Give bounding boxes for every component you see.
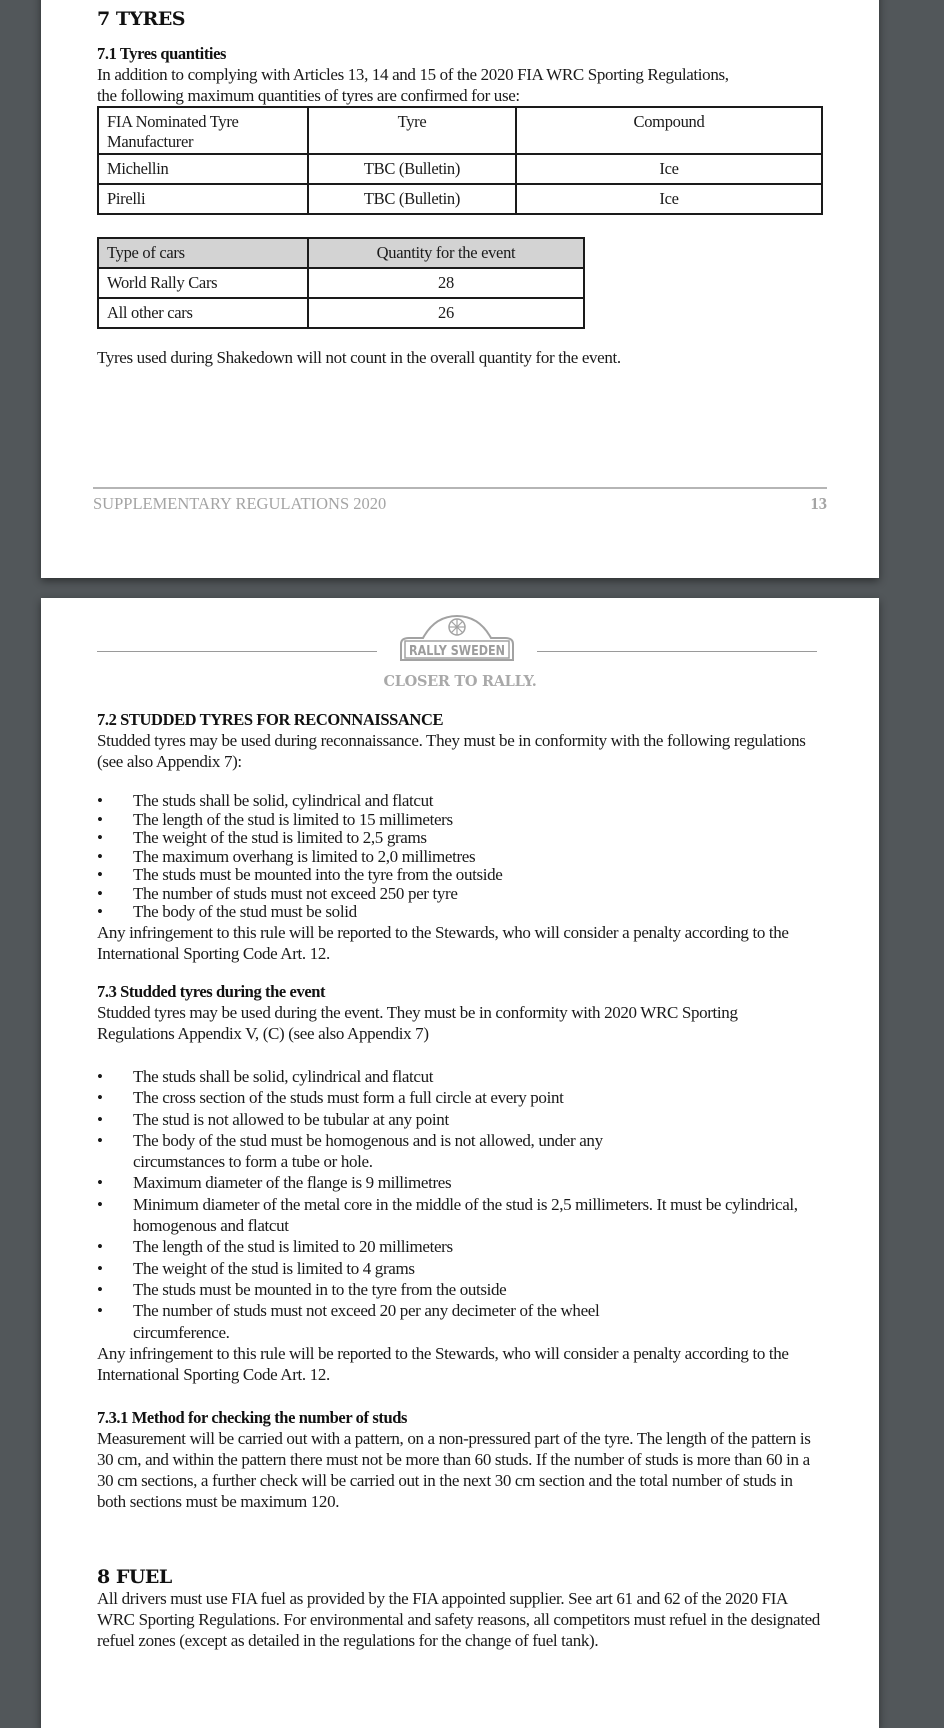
bullet-icon: • xyxy=(97,809,103,829)
section-8-fuel xyxy=(97,1566,820,1651)
column-header: Type of cars xyxy=(98,238,308,268)
header-divider-left xyxy=(97,651,377,652)
list-item: • The studs must be mounted into the tyre from the outside xyxy=(97,865,503,884)
section-heading: 7 TYRES xyxy=(97,8,186,30)
list-item: • The maximum overhang is limited to 2,0 millimetres xyxy=(97,846,476,866)
tagline: CLOSER TO RALLY. xyxy=(383,673,537,690)
bullet-icon: • xyxy=(97,1301,103,1321)
bullet-icon: • xyxy=(97,846,103,866)
bullet-icon: • xyxy=(97,1258,103,1278)
table-cell: Ice xyxy=(516,154,822,184)
column-header: Quantity for the event xyxy=(308,238,584,268)
section-closing: Any infringement to this rule will be reported to the Stewards, who will consider a penalty according to the International Sporting Code Art. 12. xyxy=(97,1343,789,1384)
bullet-icon: • xyxy=(97,828,103,847)
section-body: All drivers must use FIA fuel as provided by the FIA appointed supplier. See art 61 and 62 of the 2020 FIA WRC Sporting Regulations. For environmental and safety reasons, all competitors must refuel in the designated refuel zones (except as detailed in the regulations for the change of fuel tank). xyxy=(97,1589,820,1650)
section-heading: 8 FUEL xyxy=(97,1566,172,1588)
table-row xyxy=(98,184,822,214)
bullet-icon: • xyxy=(97,865,103,884)
table-cell: 28 xyxy=(308,268,584,298)
bullet-icon: • xyxy=(97,1173,103,1193)
footer-divider xyxy=(93,487,827,489)
table-cell: Ice xyxy=(516,184,822,214)
list-item: • The studs must be mounted in to the tyre from the outside xyxy=(97,1279,507,1299)
bullet-icon: • xyxy=(97,1279,103,1299)
table-cell: All other cars xyxy=(98,298,308,328)
table-cell: TBC (Bulletin) xyxy=(308,184,516,214)
table-row xyxy=(98,154,822,184)
list-item: • The body of the stud must be homogenous and is not allowed, under any circumstances to form a tube or hole. xyxy=(97,1130,603,1172)
table-cell: 26 xyxy=(308,298,584,328)
section-7-3 xyxy=(97,982,817,1385)
section-7-2 xyxy=(97,710,817,964)
table-cell: TBC (Bulletin) xyxy=(308,154,516,184)
intro-paragraph: In addition to complying with Articles 13, 14 and 15 of the 2020 FIA WRC Sporting Regulations, the following maximum quantities of tyres are confirmed for use: xyxy=(97,65,729,105)
snowflake-wheel-icon xyxy=(449,619,465,635)
table-cell: World Rally Cars xyxy=(98,268,308,298)
bullet-icon: • xyxy=(97,883,103,903)
list-item: • The number of studs must not exceed 250 per tyre xyxy=(97,883,458,903)
rally-sweden-logo xyxy=(397,612,517,664)
logo-text: RALLY SWEDEN xyxy=(409,644,505,659)
subsection-heading: 7.3 Studded tyres during the event xyxy=(97,982,326,1001)
bullet-icon: • xyxy=(97,1130,103,1150)
header-divider-right xyxy=(537,651,817,652)
subsection-heading: 7.3.1 Method for checking the number of studs xyxy=(97,1408,408,1427)
list-item: • The body of the stud must be solid xyxy=(97,902,357,921)
bullet-icon: • xyxy=(97,1194,103,1214)
list-item: • The length of the stud is limited to 15 millimeters xyxy=(97,809,453,829)
list-item: • The weight of the stud is limited to 2,5 grams xyxy=(97,828,427,847)
column-header: Tyre xyxy=(308,107,516,154)
section-closing: Any infringement to this rule will be reported to the Stewards, who will consider a penalty according to the International Sporting Code Art. 12. xyxy=(97,922,789,963)
bullet-icon: • xyxy=(97,902,103,921)
tyres-table xyxy=(97,106,823,215)
table-cell: Pirelli xyxy=(98,184,308,214)
bullet-icon: • xyxy=(97,1237,103,1257)
list-item: • The studs shall be solid, cylindrical and flatcut xyxy=(97,1067,434,1086)
document-page-14 xyxy=(41,598,879,1728)
section-7-tyres xyxy=(97,8,817,368)
shakedown-note: Tyres used during Shakedown will not count in the overall quantity for the event. xyxy=(97,348,621,367)
table-row xyxy=(98,268,584,298)
section-intro: Studded tyres may be used during reconnaissance. They must be in conformity with the following regulations (see also Appendix 7): xyxy=(97,731,806,771)
cars-quantity-table xyxy=(97,237,585,329)
page-number: 13 xyxy=(810,494,827,513)
list-item: • The weight of the stud is limited to 4 grams xyxy=(97,1258,415,1278)
table-header-row xyxy=(98,107,822,154)
section-intro: Studded tyres may be used during the event. They must be in conformity with 2020 WRC Sporting Regulations Appendix V, (C) (see also Appendix 7) xyxy=(97,1003,738,1043)
list-item: • Minimum diameter of the metal core in the middle of the stud is 2,5 millimeters. It must be cylindrical, homogenous and flatcut xyxy=(97,1194,798,1236)
list-item: • The length of the stud is limited to 20 millimeters xyxy=(97,1237,453,1257)
bullet-icon: • xyxy=(97,1109,103,1129)
bullet-icon: • xyxy=(97,1088,103,1108)
table-row xyxy=(98,298,584,328)
document-page-13 xyxy=(41,0,879,578)
subsection-heading: 7.2 STUDDED TYRES FOR RECONNAISSANCE xyxy=(97,710,444,729)
subsection-heading: 7.1 Tyres quantities xyxy=(97,44,227,63)
table-cell: Michellin xyxy=(98,154,308,184)
bullet-icon: • xyxy=(97,1067,103,1086)
list-item: • The stud is not allowed to be tubular at any point xyxy=(97,1109,449,1129)
list-item: • The cross section of the studs must form a full circle at every point xyxy=(97,1088,564,1108)
list-item: • The number of studs must not exceed 20 per any decimeter of the wheel circumference. xyxy=(97,1301,600,1342)
footer-title: SUPPLEMENTARY REGULATIONS 2020 xyxy=(93,494,387,513)
bullet-list xyxy=(97,792,817,922)
list-item: • Maximum diameter of the flange is 9 millimetres xyxy=(97,1173,452,1193)
list-item: • The studs shall be solid, cylindrical and flatcut xyxy=(97,791,434,810)
section-7-3-1 xyxy=(97,1408,817,1512)
section-body: Measurement will be carried out with a pattern, on a non-pressured part of the tyre. The length of the pattern is 30 cm, and within the pattern there must not be more than 60 studs. If the number of studs is more than 60 in a 30 cm sections, a further check will be carried out in the next 30 cm section and the total number of studs in both sections must be maximum 120. xyxy=(97,1429,811,1511)
column-header: Compound xyxy=(516,107,822,154)
column-header: FIA Nominated Tyre Manufacturer xyxy=(98,107,308,154)
bullet-icon: • xyxy=(97,791,103,810)
bullet-list xyxy=(97,1066,797,1343)
table-header-row xyxy=(98,238,584,268)
page-header xyxy=(97,616,817,666)
